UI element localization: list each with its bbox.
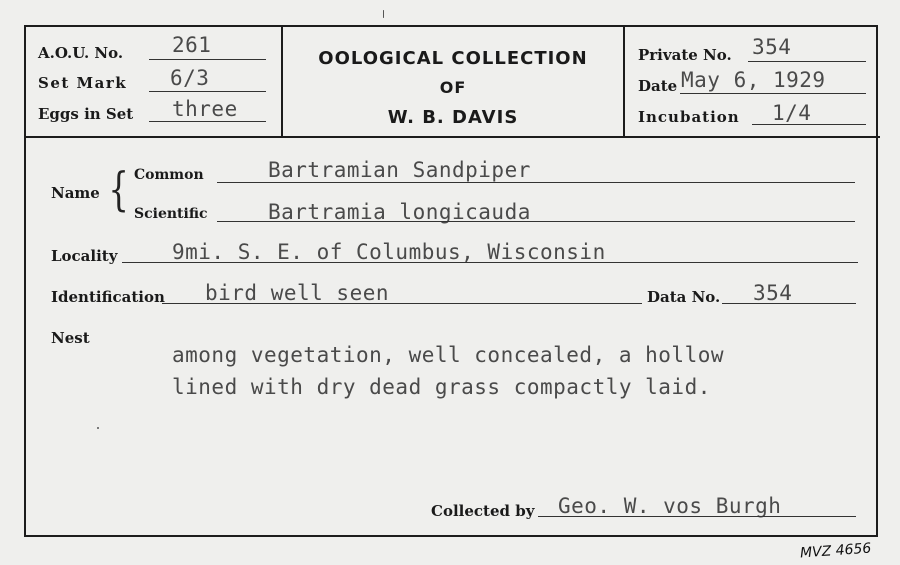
name-label: Name: [51, 184, 100, 202]
eggs-label: Eggs in Set: [38, 105, 134, 123]
catalog-number-handwritten: MVZ 4656: [799, 540, 872, 562]
scientific-label: Scientific: [134, 206, 208, 222]
paper-speck: [97, 427, 99, 429]
paper-speck: [383, 10, 384, 18]
private-no-line: [748, 61, 866, 62]
set-mark-label: Set Mark: [38, 74, 128, 92]
aou-label: A.O.U. No.: [38, 44, 124, 62]
collection-title: OOLOGICAL COLLECTION: [318, 48, 588, 69]
scientific-name-value: Bartramia longicauda: [268, 200, 531, 224]
date-label: Date: [638, 77, 678, 95]
set-mark-line: [149, 91, 266, 92]
locality-label: Locality: [51, 247, 118, 265]
identification-line: [162, 303, 642, 304]
data-no-label: Data No.: [647, 288, 721, 306]
common-label: Common: [134, 167, 204, 183]
incubation-line: [752, 124, 866, 125]
data-no-value: 354: [753, 281, 793, 305]
locality-line: [122, 262, 858, 263]
collected-by-value: Geo. W. vos Burgh: [558, 494, 782, 518]
identification-label: Identification: [51, 288, 165, 306]
common-name-value: Bartramian Sandpiper: [268, 158, 531, 182]
eggs-value: three: [172, 97, 238, 121]
collected-by-label: Collected by: [431, 502, 535, 520]
incubation-label: Incubation: [638, 108, 740, 126]
nest-label: Nest: [51, 329, 90, 347]
scientific-line: [217, 221, 855, 222]
card-border: [24, 25, 878, 537]
date-line: [680, 93, 866, 94]
header-divider: [24, 136, 880, 138]
aou-value: 261: [172, 33, 212, 57]
incubation-value: 1/4: [772, 101, 812, 125]
aou-line: [149, 59, 266, 60]
common-line: [217, 182, 855, 183]
right-box-divider: [623, 25, 625, 137]
name-brace: {: [108, 162, 129, 216]
private-no-value: 354: [752, 35, 792, 59]
locality-value: 9mi. S. E. of Columbus, Wisconsin: [172, 240, 606, 264]
set-mark-value: 6/3: [170, 66, 210, 90]
collection-of: OF: [439, 78, 467, 97]
eggs-line: [149, 121, 266, 122]
nest-line-1: among vegetation, well concealed, a hollow: [172, 343, 725, 367]
collector-owner: W. B. DAVIS: [387, 107, 519, 128]
date-value: May 6, 1929: [681, 68, 826, 92]
data-no-line: [722, 303, 856, 304]
collected-by-line: [538, 516, 856, 517]
private-no-label: Private No.: [638, 46, 732, 64]
identification-value: bird well seen: [205, 281, 390, 305]
nest-line-2: lined with dry dead grass compactly laid.: [172, 375, 711, 399]
